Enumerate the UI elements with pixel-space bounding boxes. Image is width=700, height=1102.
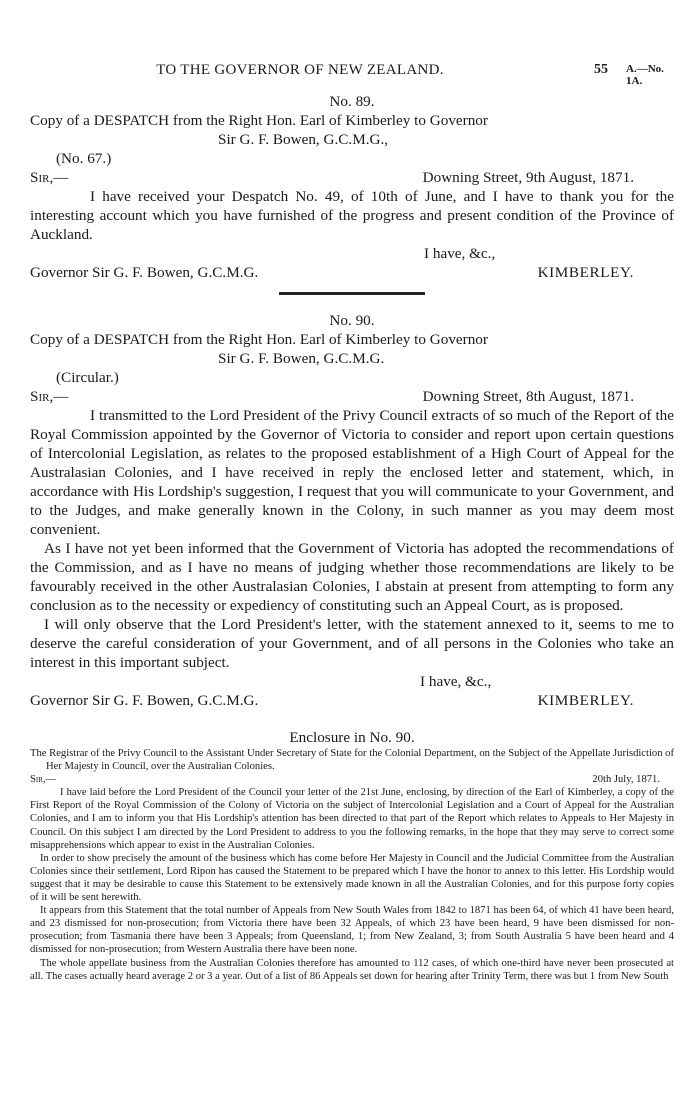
- document-page: [30, 0, 674, 983]
- despatch-89-heading-line2: Sir G. F. Bowen, G.C.M.G.,: [218, 131, 389, 148]
- despatch-90-heading-line2: Sir G. F. Bowen, G.C.M.G.: [218, 350, 385, 367]
- despatch-89-number: No. 89.: [329, 93, 375, 110]
- enclosure: [30, 728, 674, 983]
- despatch-90-dateline: Downing Street, 8th August, 1871.: [422, 388, 634, 405]
- enclosure-title: Enclosure in No. 90.: [289, 729, 415, 746]
- enclosure-paragraph-3: It appears from this Statement that the total number of Appeals from New South Wales from 1842 to 1871 has been 64, of which 41 have been heard, and 23 dismissed for non-prosecution; from Victoria there have been 32 Appeals, of which 23 have been heard, 9 have been dismissed for non-prosecution; from Tasmania there have been 3 Appeals; from Queensland, 1; from New Zealand, 3; from South Australia 5 have been heard and 4 dismissed for non-prosecution; from Western Australia there have been none.: [30, 905, 674, 956]
- despatch-90-heading-line1: Copy of a DESPATCH from the Right Hon. Earl of Kimberley to Governor: [30, 331, 488, 348]
- enclosure-date: 20th July, 1871.: [592, 774, 660, 786]
- despatch-90-closing: I have, &c.,: [420, 673, 492, 690]
- despatch-89-body: I have received your Despatch No. 49, of 10th of June, and I have to thank you for the interesting account which you have furnished of the progress and present condition of the Province of Auckland.: [30, 188, 674, 243]
- despatch-90-paragraph-2: As I have not yet been informed that the Government of Victoria has adopted the recommendations of the Commission, and as I have no means of judging whether those recommendations are likely to be favourably received in the other Australasian Colonies, I abstain at present from attempting to form any conclusion as to the necessity or expediency of constituting such an Appeal Court, as is proposed.: [30, 540, 674, 614]
- enclosure-paragraph-2: In order to show precisely the amount of the business which has come before Her Majesty in Council and the Judicial Committee from the Australian Colonies since their settlement, Lord Ripon has caused the Statement to be prepared which I have the honor to annex to this letter. His Lordship would suggest that it may be desirable to cause this Statement to be extensively made known in all the Australian Colonies, and for this purpose forty copies of it will be sent herewith.: [30, 852, 674, 904]
- page-header: [30, 62, 674, 92]
- despatch-89-heading-line1: Copy of a DESPATCH from the Right Hon. Earl of Kimberley to Governor: [30, 112, 488, 129]
- enclosure-paragraph-4: The whole appellate business from the Australian Colonies therefore has amounted to 112 cases, of which one-third have never been prosecuted at all. The cases actually heard average 2 or 3 a year. Out of a list of 86 Appeals set down for hearing after Trinity Term, there was but 1 from New South: [30, 957, 674, 982]
- enclosure-heading: The Registrar of the Privy Council to the Assistant Under Secretary of State for the Colonial Department, on the Subject of the Appellate Jurisdiction of Her Majesty in Council, over the Australian Colonies.: [30, 748, 674, 773]
- running-title: TO THE GOVERNOR OF NEW ZEALAND.: [156, 62, 444, 78]
- despatch-89-salutation: Sir,—: [30, 169, 69, 186]
- enclosure-salutation: Sir,—: [30, 774, 57, 786]
- despatch-89-sub-number: (No. 67.): [56, 150, 112, 167]
- page-number: 55: [594, 62, 608, 77]
- despatch-89: [30, 92, 674, 282]
- despatch-90-sub-number: (Circular.): [56, 369, 119, 386]
- despatch-90: [30, 311, 674, 710]
- despatch-90-number: No. 90.: [329, 312, 375, 329]
- section-divider: [279, 292, 425, 295]
- despatch-90-salutation: Sir,—: [30, 388, 69, 405]
- enclosure-paragraph-1: I have laid before the Lord President of the Council your letter of the 21st June, enclosing, by direction of the Earl of Kimberley, a copy of the First Report of the Royal Commission of the Colony of Victoria on the subject of Intercolonial Legislation and a Court of Appeal for the Australian Colonies, and I am to inform you that His Lordship's attention has been directed to that part of the Report which relates to Appeals to Her Majesty in Council. On this subject I am directed by the Lord President to address to you the following remarks, in the hope that they may serve to correct some misapprehensions which appear to exist in the Australian Colonies.: [30, 787, 674, 851]
- document-reference: A.—No. 1A.: [626, 63, 664, 87]
- despatch-89-recipient: Governor Sir G. F. Bowen, G.C.M.G.: [30, 264, 259, 281]
- despatch-90-paragraph-3: I will only observe that the Lord President's letter, with the statement annexed to it, seems to me to deserve the careful consideration of your Government, and of all persons in the Colonies who take an interest in this important subject.: [30, 616, 674, 671]
- despatch-89-signature: KIMBERLEY.: [537, 264, 634, 281]
- despatch-89-dateline: Downing Street, 9th August, 1871.: [422, 169, 634, 186]
- despatch-89-closing: I have, &c.,: [424, 245, 496, 262]
- despatch-90-signature: KIMBERLEY.: [537, 692, 634, 709]
- despatch-90-paragraph-1: I transmitted to the Lord President of the Privy Council extracts of so much of the Report of the Royal Commission appointed by the Governor of Victoria to consider and report upon certain questions of Intercolonial Legislation, as relates to the proposed establishment of a High Court of Appeal for the Australasian Colonies, and I have received in reply the enclosed letter and statement, which, in accordance with His Lordship's suggestion, I request that you will communicate to your Government, and to the Judges, and make generally known in the Colony, in such manner as you may deem most convenient.: [30, 407, 674, 538]
- despatch-90-recipient: Governor Sir G. F. Bowen, G.C.M.G.: [30, 692, 259, 709]
